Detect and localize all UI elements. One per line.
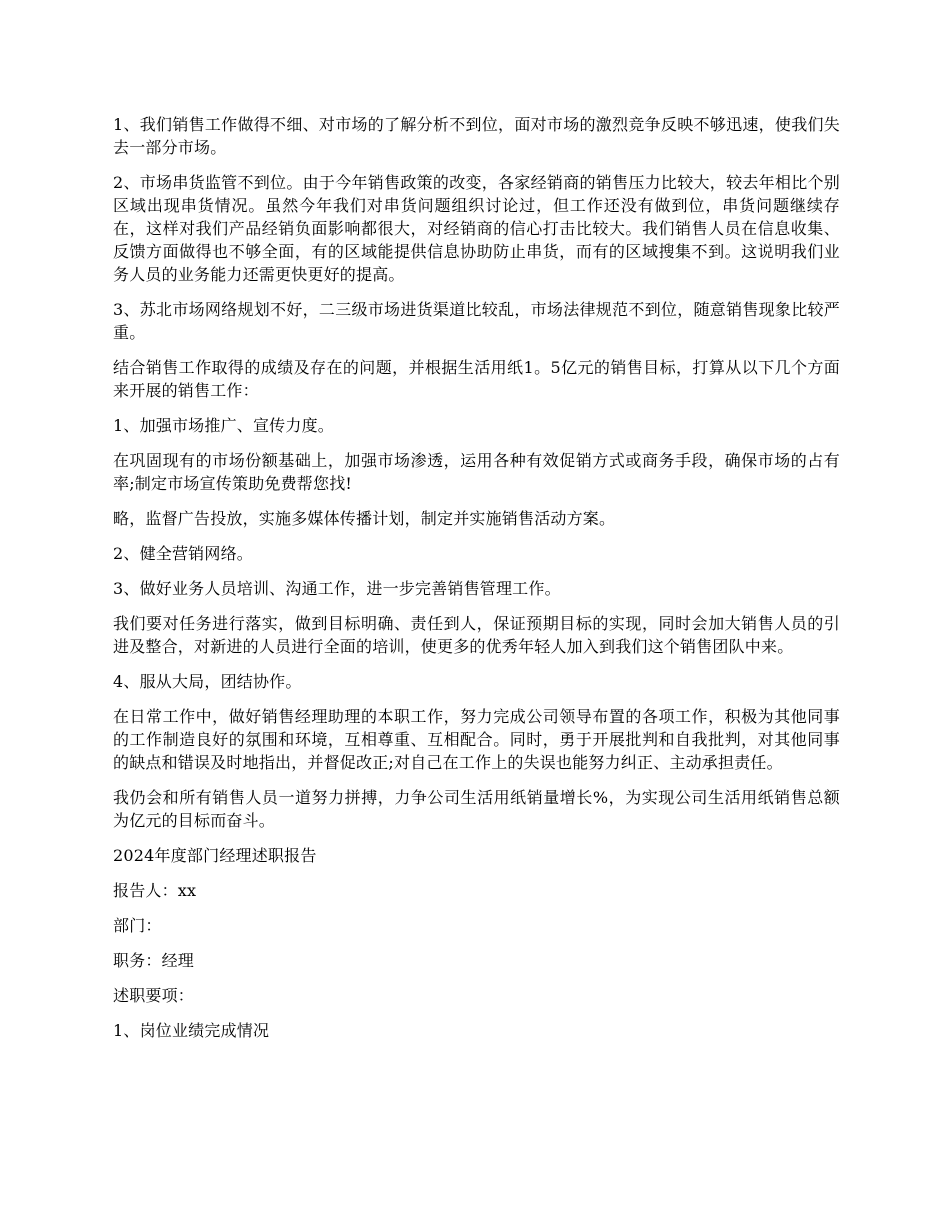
paragraph-closing: 我仍会和所有销售人员一道努力拼搏，力争公司生活用纸销量增长%，为实现公司生活用纸销售总额为亿元的目标而奋斗。	[113, 788, 840, 830]
paragraph-plan-item-1-detail-cont: 略，监督广告投放，实施多媒体传播计划，制定并实施销售活动方案。	[113, 509, 616, 528]
paragraph-plan-item-1-detail: 在巩固现有的市场份额基础上，加强市场渗透，运用各种有效促销方式或商务手段，确保市场的占有率;制定市场宣传策助免费帮您找!	[113, 451, 840, 493]
document-page	[113, 113, 840, 1054]
paragraph-plan-item-1: 1、加强市场推广、宣传力度。	[113, 416, 334, 435]
paragraph-plan-item-4: 4、服从大局，团结协作。	[113, 672, 302, 691]
paragraph-plan-item-3: 3、做好业务人员培训、沟通工作，进一步完善销售管理工作。	[113, 579, 561, 598]
report-position: 职务：经理	[113, 951, 195, 970]
report-author: 报告人：xx	[113, 881, 197, 900]
report-department: 部门：	[113, 916, 162, 935]
paragraph-problem-3: 3、苏北市场网络规划不好，二三级市场进货渠道比较乱，市场法律规范不到位，随意销售现象比较严重。	[113, 300, 840, 342]
report-key-items-heading: 述职要项：	[113, 986, 195, 1005]
paragraph-plan-item-2: 2、健全营销网络。	[113, 544, 253, 563]
paragraph-plan-intro: 结合销售工作取得的成绩及存在的问题，并根据生活用纸1。5亿元的销售目标，打算从以下几个方面来开展的销售工作：	[113, 358, 840, 400]
report-title: 2024年度部门经理述职报告	[113, 846, 317, 865]
paragraph-plan-item-3-detail: 我们要对任务进行落实，做到目标明确、责任到人，保证预期目标的实现，同时会加大销售人员的引进及整合，对新进的人员进行全面的培训，使更多的优秀年轻人加入到我们这个销售团队中来。	[113, 614, 840, 656]
paragraph-problem-1: 1、我们销售工作做得不细、对市场的了解分析不到位，面对市场的激烈竞争反映不够迅速，使我们失去一部分市场。	[113, 115, 840, 157]
paragraph-plan-item-4-detail: 在日常工作中，做好销售经理助理的本职工作，努力完成公司领导布置的各项工作，积极为其他同事的工作制造良好的氛围和环境，互相尊重、互相配合。同时，勇于开展批判和自我批判，对其他同事的缺点和错误及时地指出，并督促改正;对自己在工作上的失误也能努力纠正、主动承担责任。	[113, 707, 840, 772]
paragraph-problem-2: 2、市场串货监管不到位。由于今年销售政策的改变，各家经销商的销售压力比较大，较去年相比个别区域出现串货情况。虽然今年我们对串货问题组织讨论过，但工作还没有做到位，串货问题继续存在，这样对我们产品经销负面影响都很大，对经销商的信心打击比较大。我们销售人员在信息收集、反馈方面做得也不够全面，有的区域能提供信息协助防止串货，而有的区域搜集不到。这说明我们业务人员的业务能力还需更快更好的提高。	[113, 173, 840, 284]
report-key-item-1: 1、岗位业绩完成情况	[113, 1021, 270, 1040]
